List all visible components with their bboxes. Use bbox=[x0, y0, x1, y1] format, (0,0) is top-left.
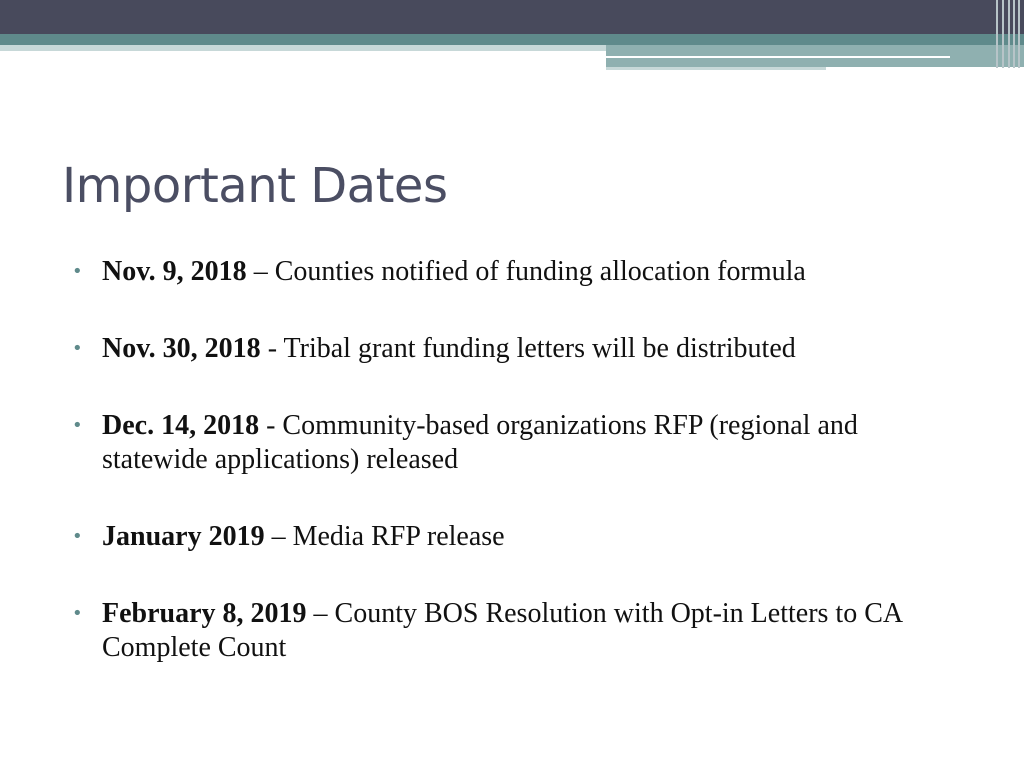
item-date: February 8, 2019 bbox=[102, 598, 307, 629]
bullet-dot-icon: • bbox=[72, 415, 83, 436]
header-bottom-strip bbox=[606, 67, 826, 70]
bullet-dot-icon: • bbox=[72, 338, 83, 359]
header-band-teal bbox=[0, 34, 1024, 45]
header-vertical-line bbox=[1008, 0, 1010, 68]
item-text: Community-based organizations RFP (regional and statewide applications) released bbox=[102, 410, 858, 475]
bullet-dot-icon: • bbox=[72, 526, 83, 547]
date-item bbox=[72, 332, 952, 366]
item-separator: – bbox=[306, 598, 335, 629]
item-separator: – bbox=[264, 521, 293, 552]
item-separator: - bbox=[260, 333, 284, 364]
date-item bbox=[72, 255, 952, 289]
item-text: Counties notified of funding allocation formula bbox=[274, 256, 806, 287]
header-band-light-left bbox=[0, 45, 606, 51]
date-list bbox=[72, 255, 952, 708]
item-separator: – bbox=[246, 256, 275, 287]
date-item bbox=[72, 597, 952, 665]
slide-title: Important Dates bbox=[62, 158, 448, 214]
header-vertical-line bbox=[1018, 0, 1020, 68]
header-band-dark bbox=[0, 0, 1024, 34]
item-date: Nov. 9, 2018 bbox=[102, 256, 247, 287]
header-vertical-line bbox=[1002, 0, 1004, 68]
date-item bbox=[72, 409, 952, 477]
item-text: Tribal grant funding letters will be distributed bbox=[283, 333, 796, 364]
date-item bbox=[72, 520, 952, 554]
item-date: Dec. 14, 2018 bbox=[102, 410, 260, 441]
item-separator: - bbox=[259, 410, 283, 441]
item-date: Nov. 30, 2018 bbox=[102, 333, 261, 364]
item-date: January 2019 bbox=[102, 521, 265, 552]
header-white-line bbox=[606, 56, 950, 58]
item-text: Media RFP release bbox=[292, 521, 505, 552]
bullet-dot-icon: • bbox=[72, 603, 83, 624]
bullet-dot-icon: • bbox=[72, 261, 83, 282]
item-text: County BOS Resolution with Opt-in Letters to CA Complete Count bbox=[102, 598, 902, 663]
header-vertical-line bbox=[1013, 0, 1015, 68]
header-vertical-line bbox=[996, 0, 998, 68]
